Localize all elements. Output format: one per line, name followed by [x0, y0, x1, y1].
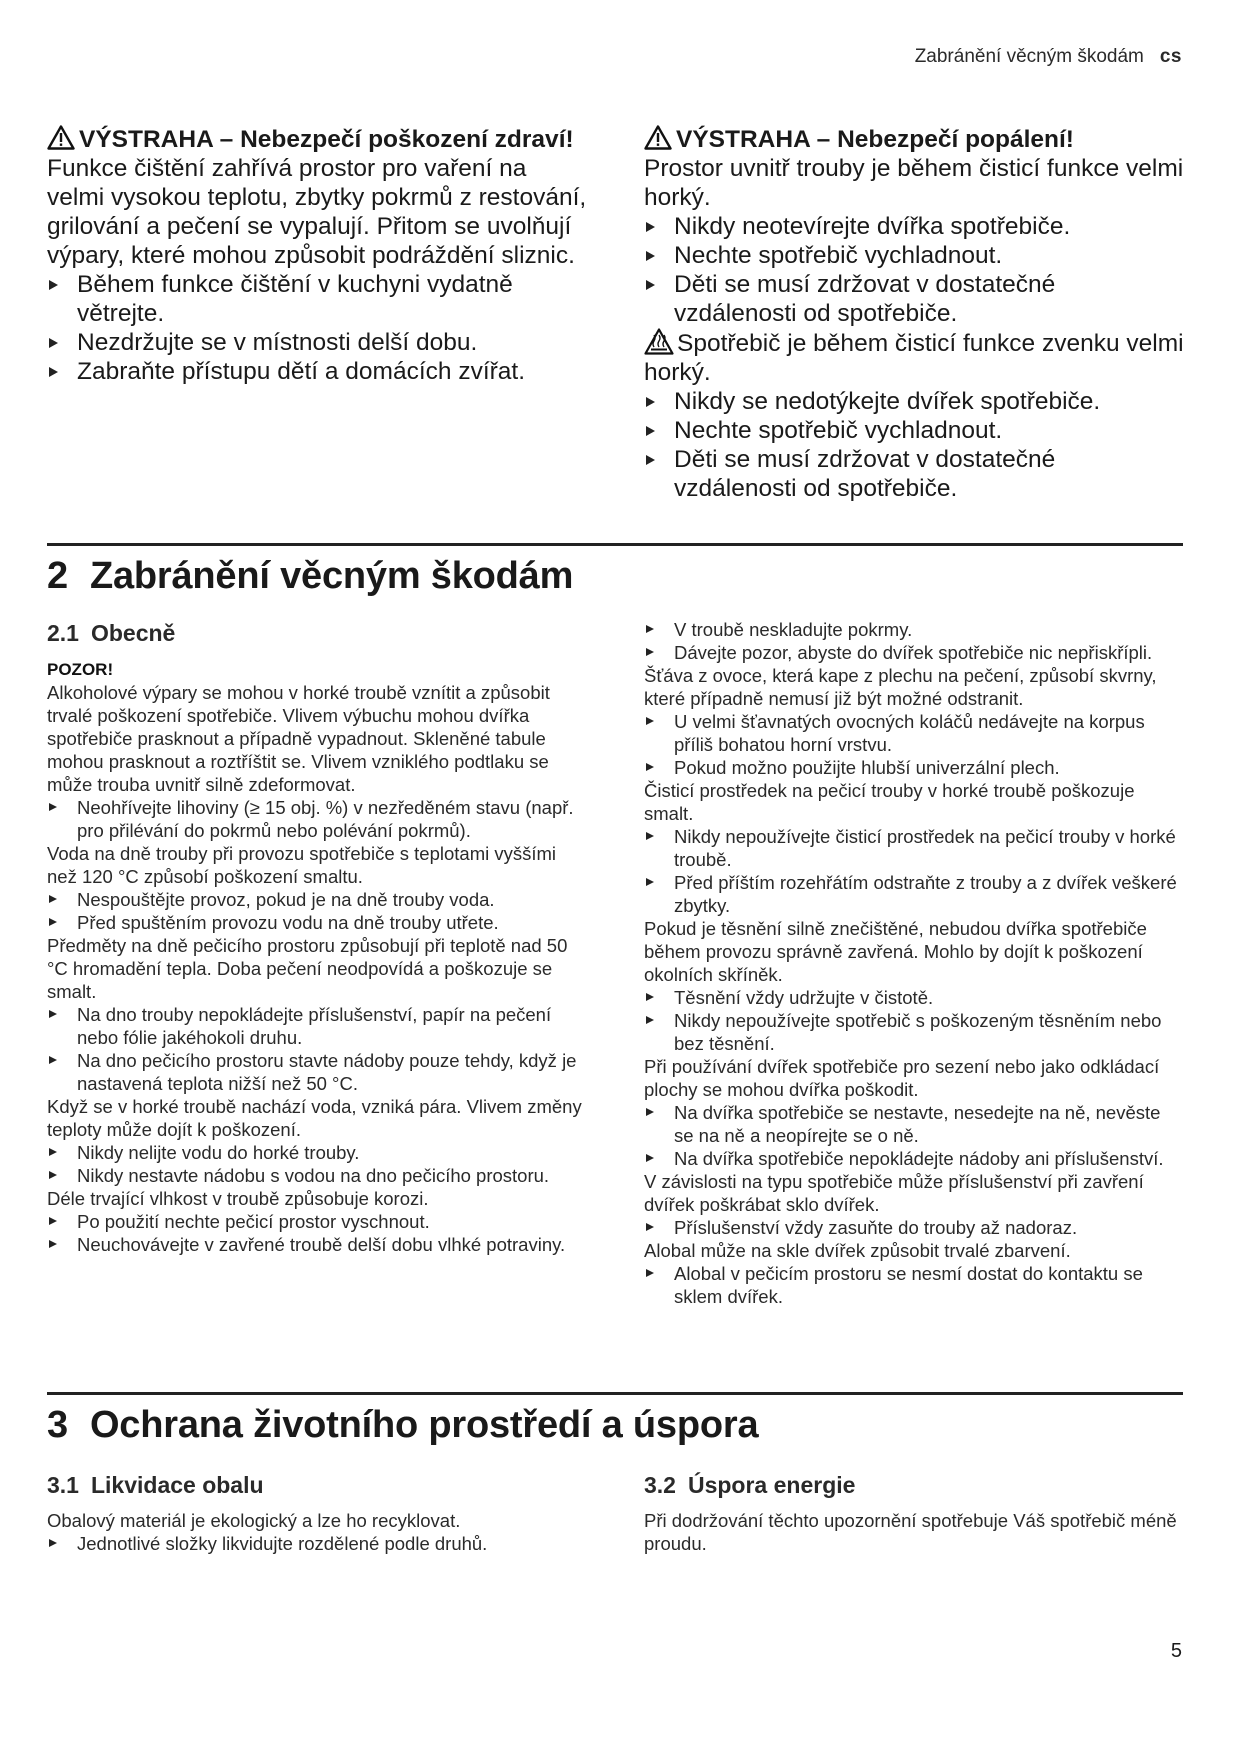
warning-triangle-icon — [47, 125, 75, 150]
list-item: Na dno trouby nepokládejte příslušenství, papír na pečení nebo fólie jakéhokoli druhu. — [47, 1003, 582, 1049]
list-item: Na dvířka spotřebiče se nestavte, nesedejte na ně, nevěste se na ně a neopírejte se o ně. — [644, 1101, 1184, 1147]
bullet-list — [644, 1262, 1184, 1308]
list-item: Nikdy se nedotýkejte dvířek spotřebiče. — [644, 387, 1184, 416]
warning-health-list — [47, 270, 587, 386]
bullet-list — [644, 1216, 1184, 1239]
list-item: Alobal v pečicím prostoru se nesmí dostat do kontaktu se sklem dvířek. — [644, 1262, 1184, 1308]
section-3-heading: 3 Ochrana životního prostředí a úspora — [47, 1404, 759, 1446]
paragraph: Voda na dně trouby při provozu spotřebiče s teplotami vyššími než 120 °C způsobí poškození smaltu. — [47, 843, 557, 887]
paragraph: Pokud je těsnění silně znečištěné, nebudou dvířka spotřebiče během provozu správně zavřená. Mohlo by dojít k poškození okolních skříněk. — [644, 918, 1147, 985]
list-item: Nikdy nepoužívejte spotřebič s poškozeným těsněním nebo bez těsnění. — [644, 1009, 1184, 1055]
bullet-list — [47, 1210, 582, 1256]
subsection-2-1-heading: 2.1 Obecně — [47, 620, 176, 646]
bullet-list — [644, 1101, 1184, 1170]
section-2-heading: 2 Zabránění věcným škodám — [47, 555, 574, 597]
warning-burn-text: Prostor uvnitř trouby je během čisticí funkce velmi horký. — [644, 155, 1184, 211]
list-item: Příslušenství vždy zasuňte do trouby až nadoraz. — [644, 1216, 1184, 1239]
bullet-list — [47, 1141, 582, 1187]
paragraph: Šťáva z ovoce, která kape z plechu na pečení, způsobí skvrny, které případně nemusí již být možné odstranit. — [644, 665, 1157, 709]
section-2-left-column — [47, 622, 582, 1256]
section-divider — [47, 543, 1183, 546]
list-item: Nechte spotřebič vychladnout. — [644, 416, 1184, 445]
paragraph: Předměty na dně pečicího prostoru způsobují při teplotě nad 50 °C hromadění tepla. Doba pečení neodpovídá a poškozuje se smalt. — [47, 935, 568, 1002]
list-item: V troubě neskladujte pokrmy. — [644, 618, 1184, 641]
language-code: cs — [1159, 46, 1182, 67]
list-item: Na dno pečicího prostoru stavte nádoby pouze tehdy, když je nastavená teplota nižší než 50 °C. — [47, 1049, 582, 1095]
list-item: Neuchovávejte v zavřené troubě delší dobu vlhké potraviny. — [47, 1233, 582, 1256]
paragraph: Čisticí prostředek na pečicí trouby v horké troubě poškozuje smalt. — [644, 780, 1135, 824]
list-item: Nikdy neotevírejte dvířka spotřebiče. — [644, 212, 1184, 241]
list-item: Před spuštěním provozu vodu na dně trouby utřete. — [47, 911, 582, 934]
bullet-list — [47, 1532, 582, 1555]
warning-health-text: Funkce čištění zahřívá prostor pro vaření na velmi vysokou teplotu, zbytky pokrmů z restování, grilování a pečení se vypalují. Přitom se uvolňují výpary, které mohou způsobit podráždění sliznic. — [47, 155, 587, 269]
paragraph: Obalový materiál je ekologický a lze ho recyklovat. — [47, 1510, 461, 1531]
paragraph: Při dodržování těchto upozornění spotřebuje Váš spotřebič méně proudu. — [644, 1510, 1177, 1554]
list-item: Před příštím rozehřátím odstraňte z trouby a z dvířek veškeré zbytky. — [644, 871, 1184, 917]
paragraph: Při používání dvířek spotřebiče pro sezení nebo jako odkládací plochy se mohou dvířka poškodit. — [644, 1056, 1160, 1100]
list-item: Děti se musí zdržovat v dostatečné vzdálenosti od spotřebiče. — [644, 445, 1184, 503]
list-item: Dávejte pozor, abyste do dvířek spotřebiče nic nepřiskřípli. — [644, 641, 1184, 664]
warning-health-title: VÝSTRAHA – Nebezpečí poškození zdraví! — [47, 125, 587, 154]
list-item: Nikdy nestavte nádobu s vodou na dno pečicího prostoru. — [47, 1164, 582, 1187]
list-item: Během funkce čištění v kuchyni vydatně větrejte. — [47, 270, 587, 328]
bullet-list — [47, 1003, 582, 1095]
paragraph: Když se v horké troubě nachází voda, vzniká pára. Vlivem změny teploty může dojít k poškození. — [47, 1096, 582, 1140]
paragraph: Alobal může na skle dvířek způsobit trvalé zbarvení. — [644, 1240, 1071, 1261]
bullet-list — [644, 825, 1184, 917]
hot-surface-icon — [644, 328, 674, 355]
warning-hot-surface-text: Spotřebič je během čisticí funkce zvenku velmi horký. — [644, 330, 1184, 386]
bullet-list — [47, 796, 582, 842]
list-item: Zabraňte přístupu dětí a domácích zvířat. — [47, 357, 587, 386]
list-item: Na dvířka spotřebiče nepokládejte nádoby ani příslušenství. — [644, 1147, 1184, 1170]
section-2-right-column — [644, 618, 1184, 1308]
list-item: Nikdy nelijte vodu do horké trouby. — [47, 1141, 582, 1164]
warning-burn-list — [644, 212, 1184, 328]
warning-burn — [644, 125, 1184, 503]
paragraph: Alkoholové výpary se mohou v horké troubě vznítit a způsobit trvalé poškození spotřebiče. Vlivem výbuchu mohou dvířka spotřebiče prasknout a případně vypadnout. Skleněné tabule mohou prasknout a roztříštit se. Vlivem vzniklého podtlaku se může trouba uvnitř silně zdeformovat. — [47, 682, 550, 795]
list-item: Těsnění vždy udržujte v čistotě. — [644, 986, 1184, 1009]
list-item: Pokud možno použijte hlubší univerzální plech. — [644, 756, 1184, 779]
subsection-3-1-heading: 3.1 Likvidace obalu — [47, 1472, 264, 1498]
bullet-list — [644, 986, 1184, 1055]
list-item: Děti se musí zdržovat v dostatečné vzdálenosti od spotřebiče. — [644, 270, 1184, 328]
list-item: Nikdy nepoužívejte čisticí prostředek na pečicí trouby v horké troubě. — [644, 825, 1184, 871]
list-item: Nechte spotřebič vychladnout. — [644, 241, 1184, 270]
header-title: Zabránění věcným škodám — [914, 46, 1144, 67]
bullet-list — [644, 710, 1184, 779]
list-item: Nespouštějte provoz, pokud je na dně trouby voda. — [47, 888, 582, 911]
page-number: 5 — [1170, 1640, 1182, 1662]
paragraph: V závislosti na typu spotřebiče může příslušenství při zavření dvířek poškrábat sklo dvířek. — [644, 1171, 1144, 1215]
list-item: U velmi šťavnatých ovocných koláčů nedávejte na korpus příliš bohatou horní vrstvu. — [644, 710, 1184, 756]
list-item: Neohřívejte lihoviny (≥ 15 obj. %) v nezředěném stavu (např. pro přilévání do pokrmů nebo polévání pokrmů). — [47, 796, 582, 842]
subsection-3-2 — [644, 1474, 1179, 1555]
caution-label: POZOR! — [47, 660, 114, 679]
list-item: Po použití nechte pečicí prostor vyschnout. — [47, 1210, 582, 1233]
subsection-3-1 — [47, 1474, 582, 1555]
warning-hot-surface-list — [644, 387, 1184, 503]
list-item: Jednotlivé složky likvidujte rozdělené podle druhů. — [47, 1532, 582, 1555]
subsection-3-2-heading: 3.2 Úspora energie — [644, 1472, 856, 1498]
bullet-list — [47, 888, 582, 934]
bullet-list — [644, 618, 1184, 664]
warning-burn-title: VÝSTRAHA – Nebezpečí popálení! — [644, 125, 1184, 154]
paragraph: Déle trvající vlhkost v troubě způsobuje korozi. — [47, 1188, 429, 1209]
warning-health — [47, 125, 587, 386]
list-item: Nezdržujte se v místnosti delší dobu. — [47, 328, 587, 357]
section-divider — [47, 1392, 1183, 1395]
warning-triangle-icon — [644, 125, 672, 150]
running-header — [915, 46, 1182, 68]
